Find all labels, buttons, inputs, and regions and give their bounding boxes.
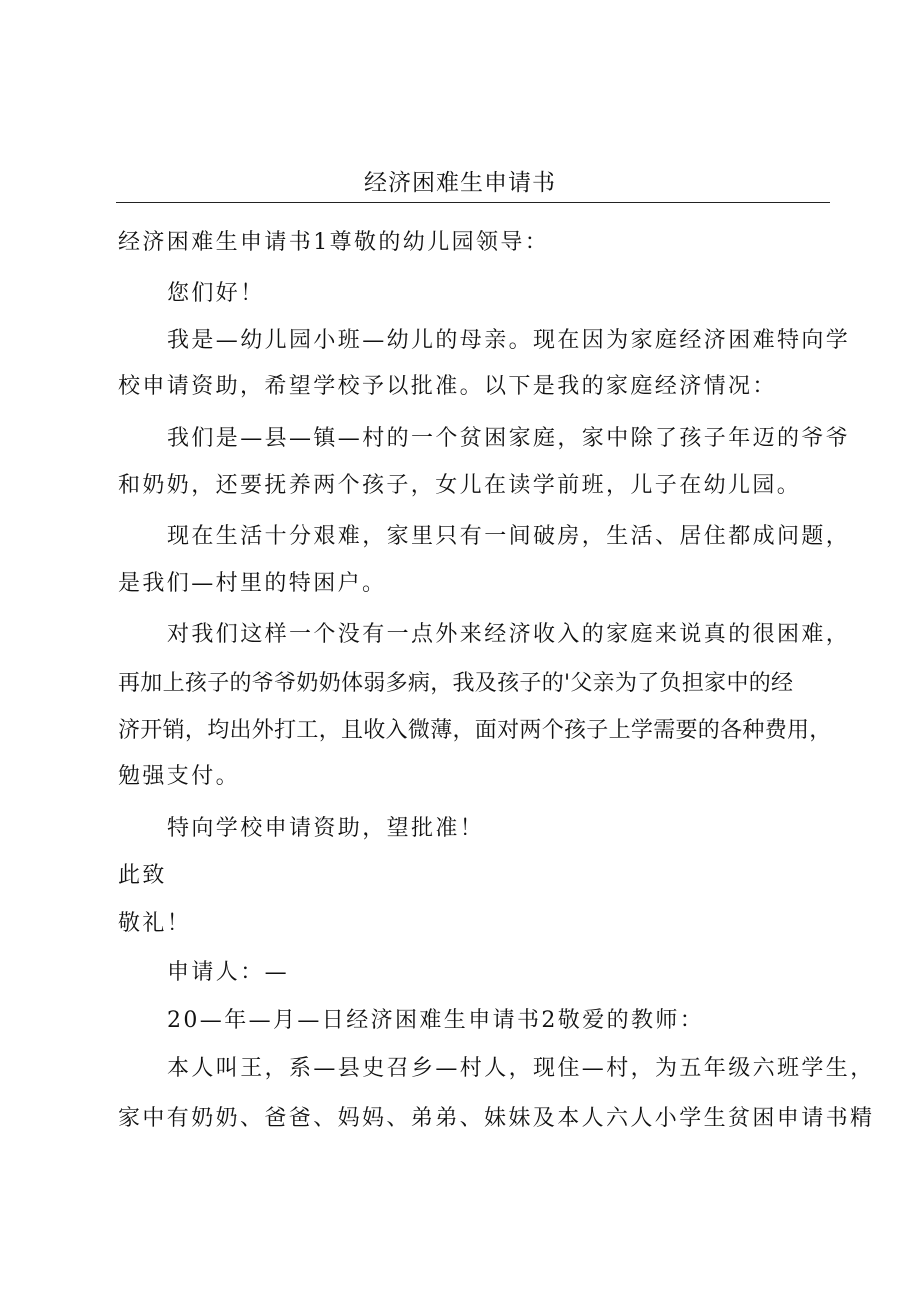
text-line-16: 申请人：— <box>167 960 290 985</box>
text-line-13: 特向学校申请资助，望批准！ <box>167 816 485 841</box>
text-line-9: 对我们这样一个没有一点外来经济收入的家庭来说真的很困难， <box>167 622 851 647</box>
header-divider <box>116 202 830 203</box>
text-line-4: 校申请资助，希望学校予以批准。以下是我的家庭经济情况： <box>118 374 777 399</box>
text-line-3: 我是—幼儿园小班—幼儿的母亲。现在因为家庭经济困难特向学 <box>167 328 851 353</box>
text-line-8: 是我们—村里的特困户。 <box>118 571 387 596</box>
document-header-title: 经济困难生申请书 <box>364 170 556 196</box>
text-line-6: 和奶奶，还要抚养两个孩子，女儿在读学前班，儿子在幼儿园。 <box>118 473 802 498</box>
text-line-5: 我们是—县—镇—村的一个贫困家庭，家中除了孩子年迈的爷爷 <box>167 426 851 451</box>
text-line-19: 家中有奶奶、爸爸、妈妈、弟弟、妹妹及本人六人小学生贫困申请书精 <box>118 1106 875 1131</box>
text-line-14: 此致 <box>118 863 167 888</box>
text-line-11: 济开销，均出外打工，且收入微薄，面对两个孩子上学需要的各种费用， <box>118 718 832 743</box>
text-line-10: 再加上孩子的爷爷奶奶体弱多病，我及孩子的'父亲为了负担家中的经 <box>118 671 794 696</box>
text-line-17: 20—年—月—日经济困难生申请书2敬爱的教师： <box>167 1008 705 1033</box>
text-line-7: 现在生活十分艰难，家里只有一间破房，生活、居住都成问题， <box>167 524 851 549</box>
text-line-12: 勉强支付。 <box>118 764 241 789</box>
text-line-18: 本人叫王，系—县史召乡—村人，现住—村，为五年级六班学生， <box>167 1056 875 1081</box>
text-line-15: 敬礼！ <box>118 911 192 936</box>
text-line-1: 经济困难生申请书1尊敬的幼儿园领导： <box>118 230 550 255</box>
text-line-2: 您们好！ <box>167 281 265 306</box>
